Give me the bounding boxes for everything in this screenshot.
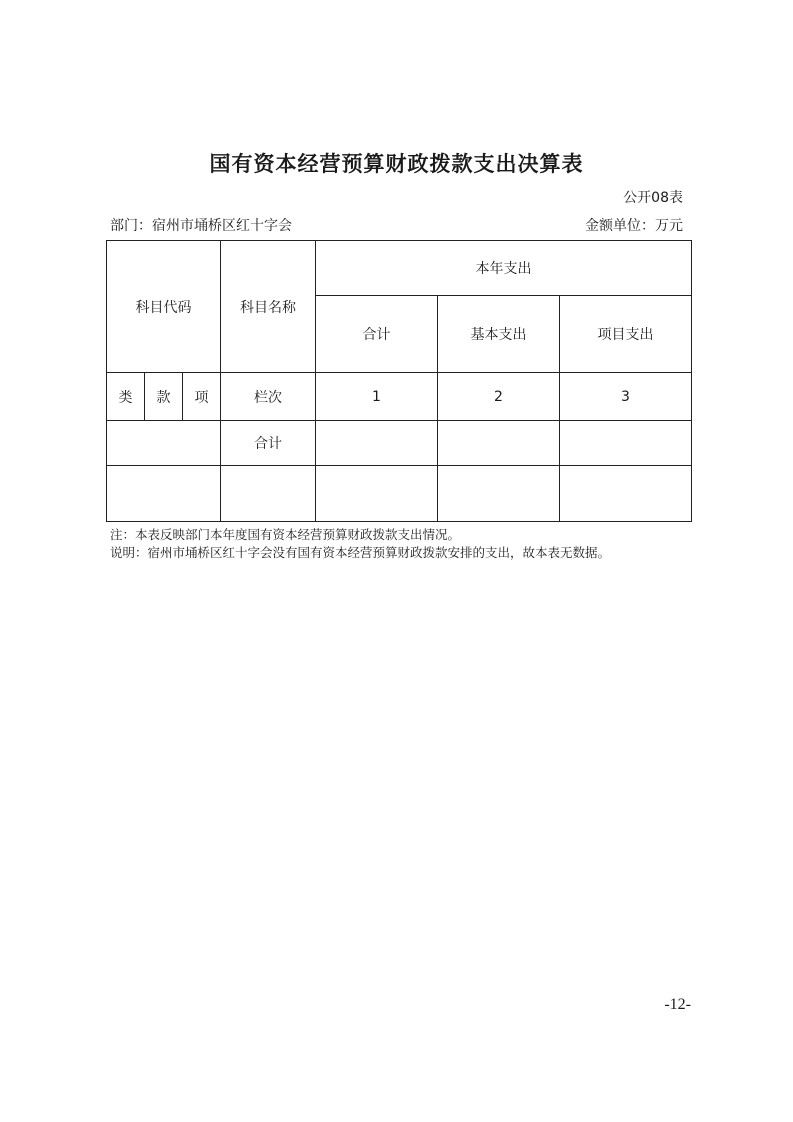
total-header: 合计 — [316, 296, 438, 373]
page-number: -12- — [664, 996, 691, 1013]
column-no-cell: 栏次 — [221, 373, 316, 421]
subject-code-header: 科目代码 — [107, 241, 221, 373]
subject-name-header: 科目名称 — [221, 241, 316, 373]
col-3-cell: 3 — [560, 373, 692, 421]
col-1-cell: 1 — [316, 373, 438, 421]
sum-project-cell — [560, 421, 692, 466]
note-line: 注：本表反映部门本年度国有资本经营预算财政拨款支出情况。 — [110, 527, 461, 542]
empty-basic-cell — [438, 466, 560, 522]
form-number: 公开08表 — [623, 190, 683, 206]
explanation-line: 说明：宿州市埇桥区红十字会没有国有资本经营预算财政拨款安排的支出，故本表无数据。 — [110, 545, 611, 560]
notes — [110, 526, 610, 562]
empty-project-cell — [560, 466, 692, 522]
empty-code-cell — [107, 466, 221, 522]
sum-total-cell — [316, 421, 438, 466]
current-year-expense-header: 本年支出 — [316, 241, 692, 296]
kuan-cell: 款 — [145, 373, 183, 421]
lei-cell: 类 — [107, 373, 145, 421]
empty-row — [107, 466, 692, 522]
xiang-cell: 项 — [183, 373, 221, 421]
department-label: 部门：宿州市埇桥区红十字会 — [110, 218, 292, 234]
sum-row — [107, 421, 692, 466]
page-title: 国有资本经营预算财政拨款支出决算表 — [209, 152, 584, 176]
expense-table — [106, 240, 692, 522]
project-expense-header: 项目支出 — [560, 296, 692, 373]
empty-name-cell — [221, 466, 316, 522]
empty-total-cell — [316, 466, 438, 522]
header-row-1 — [107, 241, 692, 296]
sum-code-cell — [107, 421, 221, 466]
unit-label: 金额单位：万元 — [585, 218, 683, 234]
basic-expense-header: 基本支出 — [438, 296, 560, 373]
sum-label-cell: 合计 — [221, 421, 316, 466]
sum-basic-cell — [438, 421, 560, 466]
column-number-row — [107, 373, 692, 421]
col-2-cell: 2 — [438, 373, 560, 421]
